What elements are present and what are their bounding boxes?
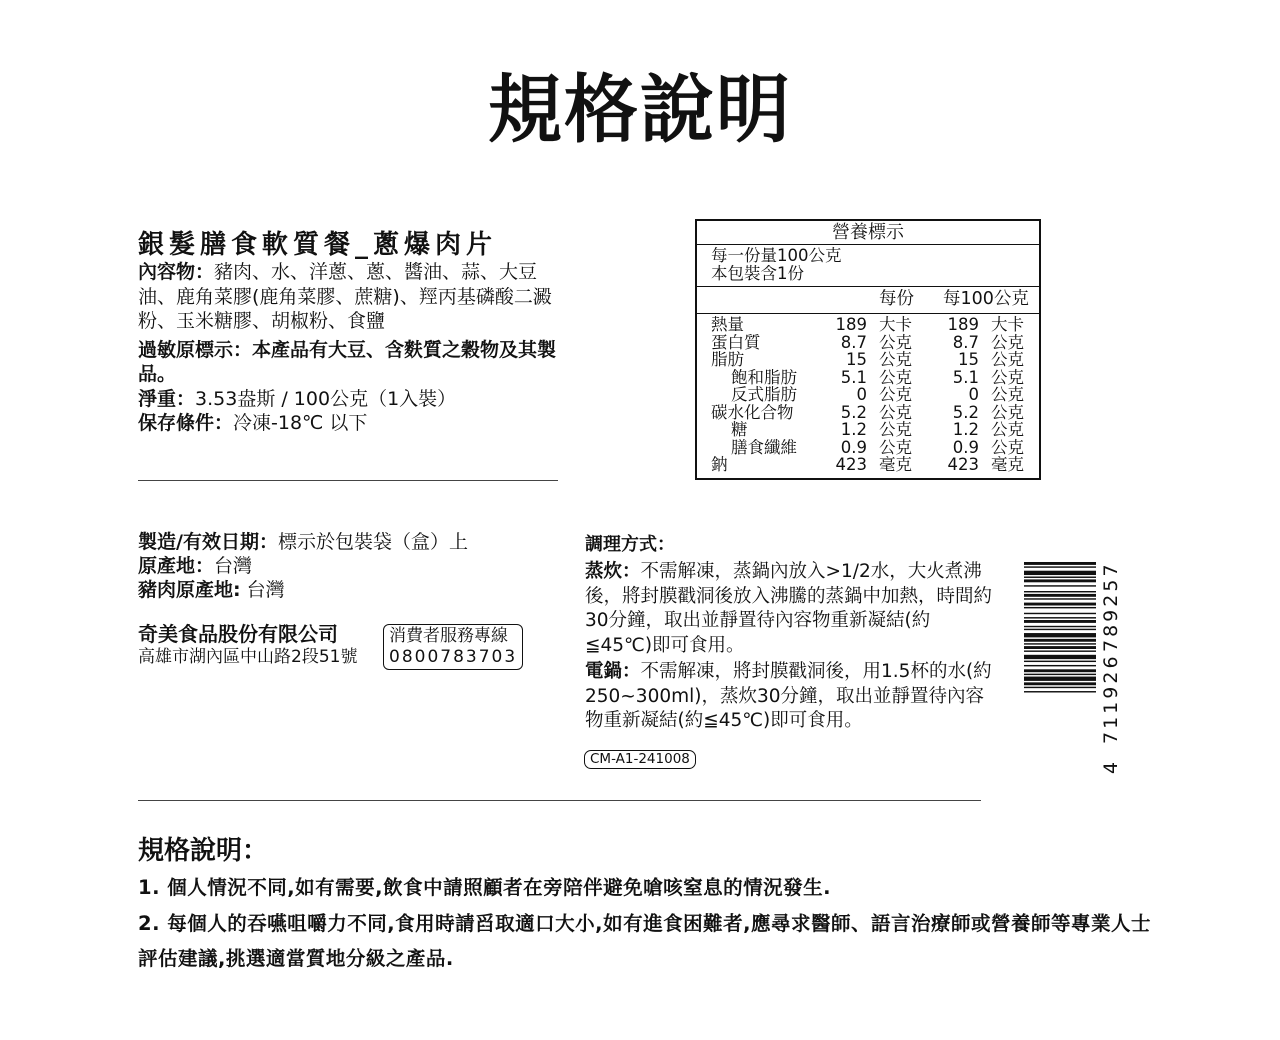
- per-serving-value: 0.9: [840, 437, 867, 457]
- per-100g-unit: 大卡: [991, 315, 1024, 334]
- per-serving-unit: 公克: [879, 350, 912, 369]
- net-weight: [138, 387, 558, 412]
- storage-value: 冷凍-18℃ 以下: [233, 412, 368, 434]
- pot-instruction: [585, 660, 995, 734]
- per-serving-unit: 大卡: [879, 315, 912, 334]
- per-serving-unit: 公克: [879, 332, 912, 352]
- hotline-box: [383, 624, 523, 670]
- date-label: 製造/有效日期：: [138, 531, 278, 553]
- per-100g-value: 1.2: [952, 420, 979, 439]
- weight-label: 淨重：: [138, 387, 196, 410]
- nutrition-title: 營養標示: [697, 221, 1039, 245]
- nutrition-table: [695, 219, 1041, 480]
- allergen-value: 本產品有大豆、含麩質之穀物及其製品。: [138, 338, 557, 385]
- servings-per-package: 本包裝含1份: [711, 264, 804, 283]
- nutrient-name: 飽和脂肪: [731, 367, 797, 387]
- nutrient-name: 反式脂肪: [731, 385, 797, 404]
- hotline-number: 0800783703: [389, 647, 518, 667]
- nutrition-row: [697, 439, 1039, 457]
- nutrition-row: [697, 404, 1039, 422]
- per-100g-value: 8.7: [952, 332, 979, 352]
- per-serving-value: 1.2: [840, 420, 867, 439]
- allergen-label: 過敏原標示：: [138, 338, 253, 361]
- divider: [138, 800, 981, 801]
- per-serving-unit: 公克: [879, 420, 912, 439]
- product-info: [138, 260, 558, 436]
- company-name: 奇美食品股份有限公司: [138, 622, 338, 646]
- per-serving-unit: 毫克: [879, 455, 912, 474]
- date-info: [138, 530, 558, 554]
- barcode-group-1: 711926: [1100, 653, 1122, 744]
- per-100g-value: 0: [968, 385, 979, 404]
- divider: [138, 480, 558, 481]
- col-per-serving: 每份: [879, 289, 914, 309]
- serving-size: 每一份量100公克: [711, 246, 842, 265]
- per-100g-value: 5.1: [952, 367, 979, 387]
- nutrition-row: [697, 421, 1039, 439]
- per-serving-value: 423: [835, 455, 867, 474]
- per-serving-value: 0: [856, 385, 867, 404]
- nutrient-name: 熱量: [711, 315, 744, 334]
- per-100g-unit: 公克: [991, 367, 1024, 387]
- pork-origin-label: 豬肉原產地:: [138, 579, 241, 601]
- per-serving-value: 5.1: [840, 367, 867, 387]
- ingredients-value: 豬肉、水、洋蔥、蔥、醬油、蒜、大豆油、鹿角菜膠(鹿角菜膠、蔗糖)、羥丙基磷酸二澱粉、玉米糖膠、胡椒粉、食鹽: [138, 261, 552, 332]
- per-100g-unit: 公克: [991, 350, 1024, 369]
- origin-label: 原產地：: [138, 555, 215, 577]
- origin-info: [138, 554, 558, 578]
- col-per-100g: 每100公克: [943, 289, 1029, 309]
- product-name: 銀髮膳食軟質餐_蔥爆肉片: [138, 230, 498, 260]
- per-serving-value: 15: [846, 350, 867, 369]
- company-info: [138, 622, 357, 668]
- per-100g-unit: 公克: [991, 332, 1024, 352]
- per-100g-unit: 毫克: [991, 455, 1024, 474]
- weight-value: 3.53盎斯 / 100公克（1入裝）: [195, 387, 457, 410]
- nutrition-row: [697, 456, 1039, 474]
- page-title: 規格說明: [488, 67, 792, 153]
- date-value: 標示於包裝袋（盒）上: [277, 531, 468, 553]
- cooking-instructions: [585, 560, 995, 736]
- per-serving-unit: 公克: [879, 367, 912, 387]
- barcode-bars: [1024, 560, 1096, 750]
- per-100g-unit: 公克: [991, 437, 1024, 457]
- pork-origin-value: 台灣: [240, 579, 285, 601]
- nutrient-name: 鈉: [711, 455, 728, 474]
- per-serving-value: 189: [835, 315, 867, 334]
- nutrient-name: 碳水化合物: [711, 402, 794, 422]
- per-serving-unit: 公克: [879, 385, 912, 404]
- barcode: [1024, 560, 1122, 774]
- ingredients-label: 內容物：: [138, 261, 215, 283]
- per-100g-unit: 公克: [991, 402, 1024, 422]
- nutrient-name: 蛋白質: [711, 332, 761, 352]
- nutrition-row: [697, 334, 1039, 352]
- nutrition-row: [697, 386, 1039, 404]
- cooking-heading: 調理方式：: [585, 534, 675, 555]
- serving-info: [697, 245, 1039, 287]
- storage: [138, 411, 558, 436]
- per-100g-value: 0.9: [952, 437, 979, 457]
- per-100g-value: 189: [947, 315, 979, 334]
- steam-instruction: [585, 560, 995, 658]
- pot-text: 不需解凍，將封膜戳洞後，用1.5杯的水(約250~300ml)，蒸炊30分鐘，取出並靜置待內容物重新凝結(約≦45℃)即可食用。: [585, 661, 992, 731]
- pork-origin-info: [138, 578, 558, 602]
- hotline-label: 消費者服務專線: [389, 626, 508, 646]
- per-serving-unit: 公克: [879, 402, 912, 422]
- per-100g-value: 423: [947, 455, 979, 474]
- nutrition-row: [697, 369, 1039, 387]
- per-100g-value: 15: [958, 350, 979, 369]
- steam-label: 蒸炊：: [585, 561, 641, 582]
- per-serving-unit: 公克: [879, 437, 912, 457]
- per-serving-value: 5.2: [840, 402, 867, 422]
- per-100g-unit: 公克: [991, 420, 1024, 439]
- ingredients: [138, 260, 558, 334]
- barcode-first-digit: 4: [1100, 758, 1122, 774]
- nutrient-name: 膳食纖維: [731, 437, 797, 457]
- nutrient-name: 脂肪: [711, 350, 744, 369]
- spec-heading: 規格說明：: [138, 836, 269, 866]
- nutrition-columns: [697, 287, 1039, 314]
- nutrition-row: [697, 316, 1039, 334]
- note-1: 1. 個人情況不同,如有需要,飲食中請照顧者在旁陪伴避免嗆咳窒息的情況發生.: [138, 876, 831, 899]
- per-100g-value: 5.2: [952, 402, 979, 422]
- nutrient-name: 糖: [731, 420, 748, 439]
- nutrition-rows: [697, 314, 1039, 474]
- steam-text: 不需解凍，蒸鍋內放入>1/2水，大火煮沸後，將封膜戳洞後放入沸騰的蒸鍋中加熱，時間約30分鐘，取出並靜置待內容物重新凝結(約≦45℃)即可食用。: [585, 561, 993, 656]
- company-address: 高雄市湖內區中山路2段51號: [138, 647, 358, 667]
- pot-label: 電鍋：: [585, 661, 641, 682]
- note-2: 2. 每個人的吞嚥咀嚼力不同,食用時請舀取適口大小,如有進食困難者,應尋求醫師、語言治療師或營養師等專業人士評估建議,挑選適當質地分級之產品.: [138, 912, 1151, 970]
- barcode-group-2: 789257: [1100, 561, 1122, 652]
- per-100g-unit: 公克: [991, 385, 1024, 404]
- storage-label: 保存條件：: [138, 412, 234, 434]
- nutrition-row: [697, 351, 1039, 369]
- batch-code: CM-A1-241008: [584, 750, 696, 769]
- manufacture-info: [138, 530, 558, 602]
- origin-value: 台灣: [214, 555, 253, 577]
- per-serving-value: 8.7: [840, 332, 867, 352]
- allergen: [138, 338, 558, 387]
